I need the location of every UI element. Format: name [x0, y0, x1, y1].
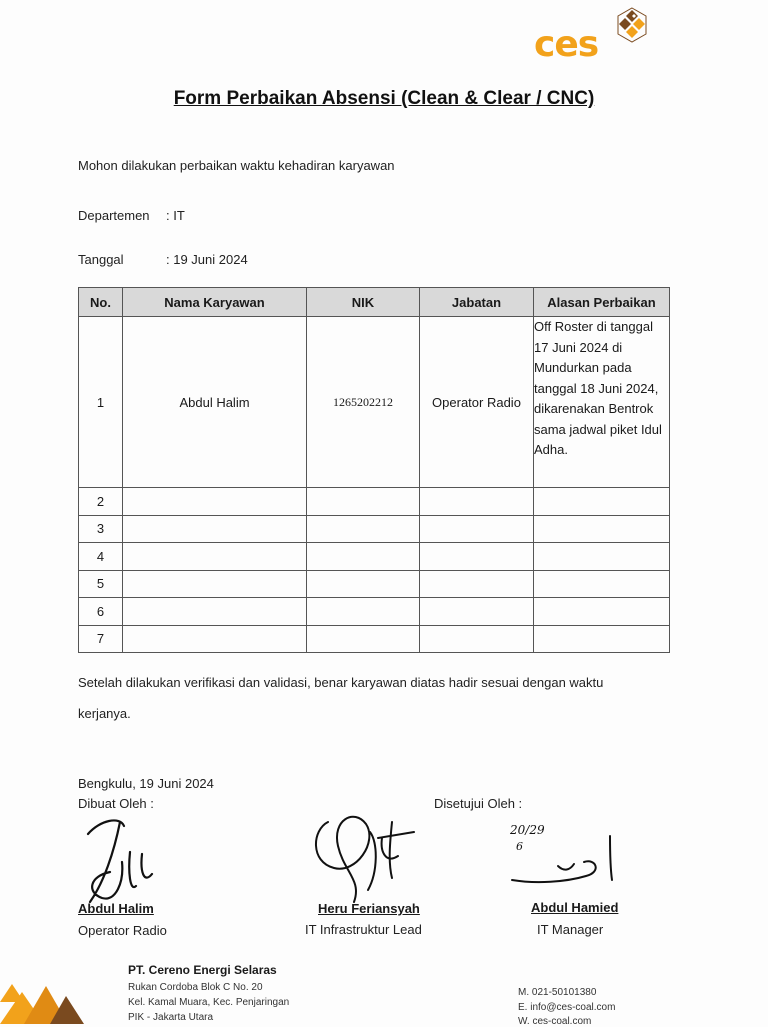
table-row: [79, 625, 670, 653]
svg-text:6: 6: [516, 840, 523, 853]
company-logo: [534, 6, 654, 66]
cell-no: 3: [79, 515, 123, 543]
cell-empty: [420, 488, 534, 516]
cell-no: 7: [79, 625, 123, 653]
cell-empty: [534, 570, 670, 598]
signatory-name-1: Abdul Halim: [78, 901, 154, 916]
footer-logo-icon: [0, 972, 84, 1024]
form-title: Form Perbaikan Absensi (Clean & Clear / CNC): [173, 88, 595, 109]
tanggal-value: : 19 Juni 2024: [166, 252, 248, 267]
header-no: No.: [79, 288, 123, 317]
signatory-name-3: Abdul Hamied: [531, 900, 619, 915]
attendance-table: [78, 287, 670, 653]
footer-address-1: Rukan Cordoba Blok C No. 20: [128, 982, 263, 993]
cell-empty: [307, 488, 420, 516]
cell-empty: [123, 515, 307, 543]
footer-company: PT. Cereno Energi Selaras: [128, 963, 277, 977]
svg-text:20/29: 20/29: [510, 823, 545, 837]
logo-emblem-icon: [612, 6, 652, 46]
footer-web: W. ces-coal.com: [518, 1016, 592, 1027]
table-row: [79, 515, 670, 543]
tanggal-label: Tanggal: [78, 252, 124, 267]
cell-empty: [307, 515, 420, 543]
cell-empty: [420, 598, 534, 626]
cell-empty: [307, 570, 420, 598]
intro-text: Mohon dilakukan perbaikan waktu kehadiran karyawan: [78, 158, 395, 173]
cell-empty: [534, 625, 670, 653]
verification-text-line1: Setelah dilakukan verifikasi dan validasi, benar karyawan diatas hadir sesuai dengan waktu: [78, 675, 604, 690]
signatory-role-2: IT Infrastruktur Lead: [305, 922, 422, 937]
cell-empty: [534, 515, 670, 543]
cell-empty: [307, 543, 420, 571]
footer-address-2: Kel. Kamal Muara, Kec. Penjaringan: [128, 997, 290, 1008]
cell-empty: [420, 543, 534, 571]
logo-text: ces: [534, 24, 599, 65]
cell-no: 5: [79, 570, 123, 598]
table-row: [79, 543, 670, 571]
dibuat-oleh-label: Dibuat Oleh :: [78, 796, 154, 811]
header-nik: NIK: [307, 288, 420, 317]
place-date: Bengkulu, 19 Juni 2024: [78, 776, 214, 791]
cell-no: 1: [79, 317, 123, 488]
table-row: [79, 488, 670, 516]
signatory-role-1: Operator Radio: [78, 923, 167, 938]
signature-heru-feriansyah: [308, 802, 418, 910]
cell-nik: 1265202212: [307, 317, 420, 488]
signature-abdul-hamied: [506, 818, 626, 890]
table-row: [79, 570, 670, 598]
footer-address-3: PIK - Jakarta Utara: [128, 1012, 214, 1023]
signatory-role-3: IT Manager: [537, 922, 604, 937]
cell-nama: Abdul Halim: [123, 317, 307, 488]
cell-alasan: Off Roster di tanggal 17 Juni 2024 di Mundurkan pada tanggal 18 Juni 2024, dikarenakan Bentrok sama jadwal piket Idul Adha.: [534, 317, 670, 488]
cell-empty: [534, 598, 670, 626]
cell-empty: [307, 625, 420, 653]
cell-no: 4: [79, 543, 123, 571]
cell-empty: [420, 515, 534, 543]
cell-empty: [534, 488, 670, 516]
cell-no: 2: [79, 488, 123, 516]
header-jabatan: Jabatan: [420, 288, 534, 317]
departemen-value: : IT: [166, 208, 185, 223]
cell-empty: [123, 543, 307, 571]
disetujui-oleh-label: Disetujui Oleh :: [434, 796, 523, 811]
cell-empty: [123, 488, 307, 516]
cell-no: 6: [79, 598, 123, 626]
signatory-name-2: Heru Feriansyah: [318, 901, 420, 916]
cell-empty: [123, 570, 307, 598]
cell-jabatan: Operator Radio: [420, 317, 534, 488]
cell-empty: [123, 625, 307, 653]
footer-phone: M. 021-50101380: [518, 987, 597, 998]
footer-email: E. info@ces-coal.com: [518, 1002, 616, 1013]
cell-empty: [420, 570, 534, 598]
verification-text-line2: kerjanya.: [78, 706, 131, 721]
table-row: [79, 317, 670, 488]
cell-empty: [307, 598, 420, 626]
cell-empty: [534, 543, 670, 571]
signature-abdul-halim: [80, 812, 170, 912]
header-nama: Nama Karyawan: [123, 288, 307, 317]
table-row: [79, 598, 670, 626]
header-alasan: Alasan Perbaikan: [534, 288, 670, 317]
cell-empty: [420, 625, 534, 653]
departemen-label: Departemen: [78, 208, 150, 223]
cell-empty: [123, 598, 307, 626]
table-header-row: [79, 288, 670, 317]
